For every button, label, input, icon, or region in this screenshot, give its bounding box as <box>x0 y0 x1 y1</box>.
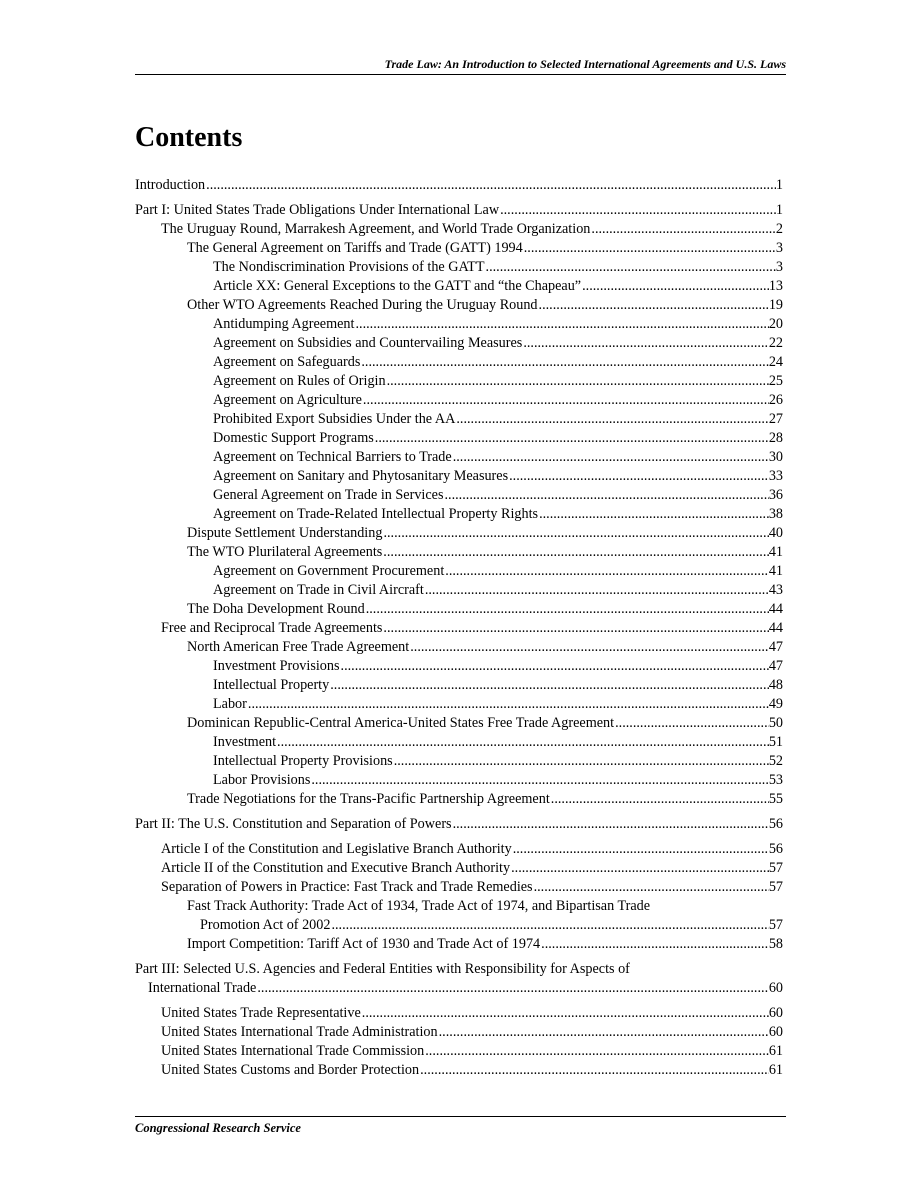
toc-entry-page-number: 41 <box>768 563 783 579</box>
toc-dot-leader <box>540 935 769 954</box>
toc-entry[interactable] <box>135 315 783 334</box>
toc-entry-title: Antidumping Agreement <box>213 316 355 332</box>
toc-entry-page-number: 52 <box>768 753 783 769</box>
toc-entry-page-number: 53 <box>768 772 783 788</box>
toc-entry-title: Investment <box>213 734 277 750</box>
toc-entry-title: Investment Provisions <box>213 658 340 674</box>
toc-entry-page-number: 55 <box>768 791 783 807</box>
toc-entry-title: Intellectual Property Provisions <box>213 753 393 769</box>
toc-entry[interactable] <box>135 960 783 998</box>
toc-entry-title: Domestic Support Programs <box>213 430 374 446</box>
toc-entry-title: Dominican Republic-Central America-United States Free Trade Agreement <box>187 715 615 731</box>
toc-entry-title: Intellectual Property <box>213 677 330 693</box>
toc-entry-page-number: 33 <box>768 468 783 484</box>
toc-entry[interactable] <box>135 897 783 935</box>
toc-entry-page-number: 47 <box>768 639 783 655</box>
toc-dot-leader <box>533 878 769 897</box>
toc-entry[interactable] <box>135 239 783 258</box>
toc-entry-title: Free and Reciprocal Trade Agreements <box>161 620 383 636</box>
toc-dot-leader <box>499 201 776 220</box>
toc-entry-page-number: 57 <box>768 917 783 933</box>
toc-entry[interactable] <box>135 878 783 897</box>
toc-entry-page-number: 43 <box>768 582 783 598</box>
footer-rule <box>135 1116 786 1117</box>
toc-dot-leader <box>361 1004 769 1023</box>
toc-dot-leader <box>452 448 769 467</box>
toc-entry-page-number: 50 <box>768 715 783 731</box>
toc-entry-title: Labor Provisions <box>213 772 311 788</box>
toc-dot-leader <box>538 505 769 524</box>
toc-entry[interactable] <box>135 581 783 600</box>
toc-entry-page-number: 60 <box>768 980 783 996</box>
toc-dot-leader <box>444 562 769 581</box>
toc-entry-title: Introduction <box>135 177 206 193</box>
toc-entry-title: The Nondiscrimination Provisions of the GATT <box>213 259 485 275</box>
toc-entry-page-number: 60 <box>768 1024 783 1040</box>
toc-entry[interactable] <box>135 859 783 878</box>
toc-dot-leader <box>393 752 769 771</box>
toc-entry-page-number: 40 <box>768 525 783 541</box>
toc-entry[interactable] <box>135 657 783 676</box>
toc-entry-page-number: 51 <box>768 734 783 750</box>
toc-entry[interactable] <box>135 524 783 543</box>
toc-entry[interactable] <box>135 619 783 638</box>
toc-entry-page-number: 48 <box>768 677 783 693</box>
toc-entry-title: The WTO Plurilateral Agreements <box>187 544 383 560</box>
toc-entry-page-number: 2 <box>775 221 783 237</box>
toc-entry-title: Agreement on Trade in Civil Aircraft <box>213 582 424 598</box>
toc-entry-page-number: 3 <box>775 240 783 256</box>
toc-entry[interactable] <box>135 1061 783 1080</box>
toc-dot-leader <box>438 1023 769 1042</box>
toc-entry[interactable] <box>135 505 783 524</box>
toc-entry-page-number: 13 <box>768 278 783 294</box>
toc-entry-title: Agreement on Sanitary and Phytosanitary Measures <box>213 468 509 484</box>
toc-dot-leader <box>360 353 768 372</box>
toc-entry-title: Agreement on Government Procurement <box>213 563 445 579</box>
toc-dot-leader <box>330 916 768 935</box>
toc-entry-title: Agreement on Technical Barriers to Trade <box>213 449 452 465</box>
toc-entry-page-number: 1 <box>775 177 783 193</box>
toc-entry-title: General Agreement on Trade in Services <box>213 487 444 503</box>
toc-entry-title: Dispute Settlement Understanding <box>187 525 383 541</box>
toc-entry-page-number: 41 <box>768 544 783 560</box>
toc-entry[interactable] <box>135 733 783 752</box>
toc-entry-title: Agreement on Trade-Related Intellectual Property Rights <box>213 506 539 522</box>
toc-entry[interactable] <box>135 771 783 790</box>
toc-entry-page-number: 1 <box>775 202 783 218</box>
toc-entry-title-first-line: Fast Track Authority: Trade Act of 1934, Trade Act of 1974, and Bipartisan Trade <box>187 898 651 914</box>
toc-entry[interactable] <box>135 176 783 195</box>
toc-entry[interactable] <box>135 486 783 505</box>
toc-entry[interactable] <box>135 676 783 695</box>
toc-entry[interactable] <box>135 543 783 562</box>
toc-entry-page-number: 3 <box>775 259 783 275</box>
toc-dot-leader <box>485 258 776 277</box>
toc-entry[interactable] <box>135 562 783 581</box>
toc-entry[interactable] <box>135 815 783 834</box>
toc-entry-title: Agreement on Subsidies and Countervailing Measures <box>213 335 523 351</box>
toc-entry-title: Article XX: General Exceptions to the GATT and “the Chapeau” <box>213 278 582 294</box>
toc-dot-leader <box>419 1061 769 1080</box>
toc-entry-title: Trade Negotiations for the Trans-Pacific Partnership Agreement <box>187 791 550 807</box>
toc-entry-title: The General Agreement on Tariffs and Trade (GATT) 1994 <box>187 240 523 256</box>
toc-dot-leader <box>247 695 769 714</box>
header-rule <box>135 74 786 75</box>
toc-dot-leader <box>329 676 769 695</box>
toc-dot-leader <box>510 859 769 878</box>
toc-entry-page-number: 60 <box>768 1005 783 1021</box>
toc-dot-leader <box>374 429 769 448</box>
toc-entry-title: United States Customs and Border Protection <box>161 1062 420 1078</box>
toc-dot-leader <box>386 372 769 391</box>
toc-entry-page-number: 56 <box>768 841 783 857</box>
toc-entry-title: North American Free Trade Agreement <box>187 639 410 655</box>
toc-dot-leader <box>443 486 768 505</box>
toc-entry-page-number: 56 <box>768 816 783 832</box>
toc-entry-title-first-line: Part III: Selected U.S. Agencies and Federal Entities with Responsibility for Aspects of <box>135 961 630 977</box>
toc-entry[interactable] <box>135 372 783 391</box>
toc-entry[interactable] <box>135 391 783 410</box>
toc-entry-title: Import Competition: Tariff Act of 1930 and Trade Act of 1974 <box>187 936 541 952</box>
toc-entry[interactable] <box>135 353 783 372</box>
toc-entry-title: Separation of Powers in Practice: Fast Track and Trade Remedies <box>161 879 533 895</box>
running-footer: Congressional Research Service <box>135 1121 301 1135</box>
toc-entry[interactable] <box>135 638 783 657</box>
toc-entry-title: International Trade <box>148 980 257 996</box>
toc-entry-page-number: 61 <box>768 1043 783 1059</box>
toc-entry-title: Other WTO Agreements Reached During the Uruguay Round <box>187 297 538 313</box>
toc-entry[interactable] <box>135 277 783 296</box>
toc-entry-title: Agreement on Rules of Origin <box>213 373 386 389</box>
toc-entry-page-number: 26 <box>768 392 783 408</box>
toc-entry-page-number: 44 <box>768 620 783 636</box>
toc-entry[interactable] <box>135 220 783 239</box>
running-header: Trade Law: An Introduction to Selected International Agreements and U.S. Laws <box>384 57 786 71</box>
toc-dot-leader <box>276 733 769 752</box>
toc-entry-page-number: 61 <box>768 1062 783 1078</box>
toc-entry[interactable] <box>135 600 783 619</box>
toc-entry-title: Part I: United States Trade Obligations Under International Law <box>135 202 500 218</box>
toc-entry-title: Prohibited Export Subsidies Under the AA <box>213 411 456 427</box>
toc-entry[interactable] <box>135 467 783 486</box>
toc-dot-leader <box>424 1042 769 1061</box>
toc-entry-page-number: 57 <box>768 879 783 895</box>
toc-entry-page-number: 27 <box>768 411 783 427</box>
toc-dot-leader <box>340 657 769 676</box>
page-title: Contents <box>135 122 243 153</box>
toc-dot-leader <box>365 600 769 619</box>
toc-entry[interactable] <box>135 296 783 315</box>
toc-entry[interactable] <box>135 935 783 954</box>
toc-entry[interactable] <box>135 201 783 220</box>
toc-dot-leader <box>256 979 768 998</box>
toc-entry-page-number: 28 <box>768 430 783 446</box>
toc-entry-title: Part II: The U.S. Constitution and Separation of Powers <box>135 816 452 832</box>
toc-dot-leader <box>523 239 776 258</box>
toc-dot-leader <box>354 315 768 334</box>
toc-dot-leader <box>522 334 769 353</box>
toc-dot-leader <box>614 714 769 733</box>
toc-dot-leader <box>455 410 768 429</box>
toc-entry[interactable] <box>135 1023 783 1042</box>
toc-entry-page-number: 58 <box>768 936 783 952</box>
toc-entry-title: Agreement on Safeguards <box>213 354 361 370</box>
toc-dot-leader <box>310 771 768 790</box>
toc-entry[interactable] <box>135 752 783 771</box>
toc-entry-title: The Doha Development Round <box>187 601 365 617</box>
toc-entry-title: Promotion Act of 2002 <box>200 917 331 933</box>
toc-dot-leader <box>409 638 769 657</box>
toc-entry[interactable] <box>135 410 783 429</box>
toc-entry[interactable] <box>135 840 783 859</box>
toc-dot-leader <box>581 277 769 296</box>
toc-dot-leader <box>508 467 769 486</box>
toc-dot-leader <box>382 543 769 562</box>
toc-entry-page-number: 57 <box>768 860 783 876</box>
toc-entry-page-number: 22 <box>768 335 783 351</box>
toc-entry-page-number: 25 <box>768 373 783 389</box>
toc-entry-title: United States Trade Representative <box>161 1005 361 1021</box>
toc-entry-title: Article II of the Constitution and Executive Branch Authority <box>161 860 511 876</box>
toc-dot-leader <box>382 524 768 543</box>
toc-dot-leader <box>424 581 769 600</box>
toc-dot-leader <box>452 815 769 834</box>
toc-entry[interactable] <box>135 695 783 714</box>
toc-entry-page-number: 49 <box>768 696 783 712</box>
toc-dot-leader <box>512 840 769 859</box>
toc-entry-page-number: 36 <box>768 487 783 503</box>
toc-entry-title: The Uruguay Round, Marrakesh Agreement, and World Trade Organization <box>161 221 591 237</box>
toc-entry[interactable] <box>135 1042 783 1061</box>
toc-dot-leader <box>362 391 769 410</box>
toc-entry-title: Article I of the Constitution and Legislative Branch Authority <box>161 841 512 857</box>
toc-entry[interactable] <box>135 1004 783 1023</box>
toc-entry-title: Labor <box>213 696 247 712</box>
toc-entry-title: Agreement on Agriculture <box>213 392 362 408</box>
toc-dot-leader <box>590 220 776 239</box>
toc-entry-page-number: 20 <box>768 316 783 332</box>
toc-entry-page-number: 19 <box>768 297 783 313</box>
toc-entry-page-number: 38 <box>768 506 783 522</box>
toc-dot-leader <box>538 296 769 315</box>
toc-entry-page-number: 44 <box>768 601 783 617</box>
toc-entry-page-number: 47 <box>768 658 783 674</box>
toc-dot-leader <box>550 790 769 809</box>
toc-entry-page-number: 30 <box>768 449 783 465</box>
toc-entry[interactable] <box>135 258 783 277</box>
toc-entry[interactable] <box>135 448 783 467</box>
toc-entry[interactable] <box>135 334 783 353</box>
toc-entry-title: United States International Trade Commission <box>161 1043 425 1059</box>
toc-entry-title: United States International Trade Administration <box>161 1024 438 1040</box>
toc-entry[interactable] <box>135 790 783 809</box>
toc-entry-page-number: 24 <box>768 354 783 370</box>
table-of-contents <box>135 176 783 1080</box>
toc-dot-leader <box>382 619 768 638</box>
toc-entry[interactable] <box>135 429 783 448</box>
toc-entry[interactable] <box>135 714 783 733</box>
toc-dot-leader <box>205 176 776 195</box>
